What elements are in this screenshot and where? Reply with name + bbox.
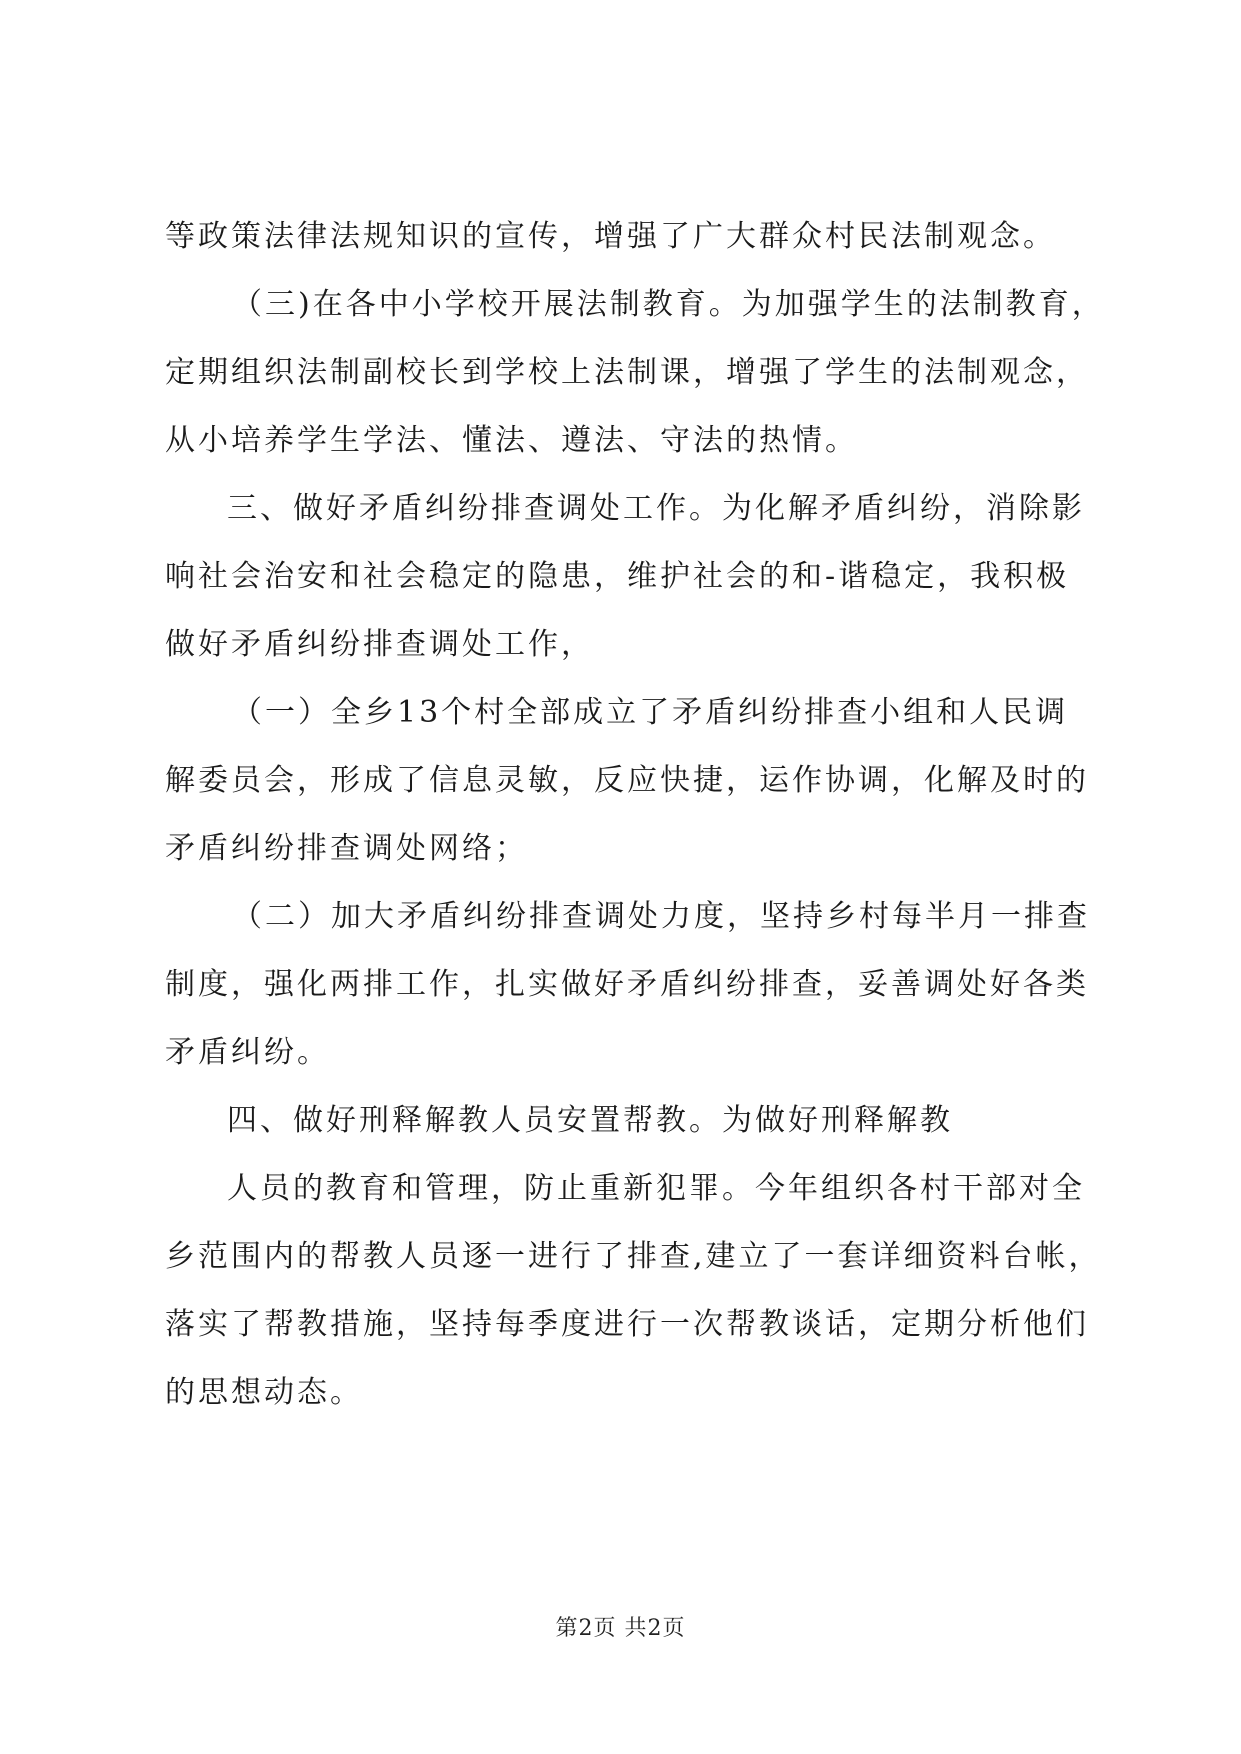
text-line: 矛盾纠纷。 bbox=[165, 1035, 330, 1070]
text-line: 定期组织法制副校长到学校上法制课，增强了学生的法制观念， bbox=[165, 355, 1089, 390]
text-line: （一）全乡13个村全部成立了矛盾纠纷排查小组和人民调 bbox=[232, 695, 1069, 730]
text-line: 做好矛盾纠纷排查调处工作， bbox=[165, 627, 594, 662]
text-line: 落实了帮教措施，坚持每季度进行一次帮教谈话，定期分析他们 bbox=[165, 1307, 1089, 1342]
text-line: 的思想动态。 bbox=[165, 1375, 363, 1410]
text-line: 矛盾纠纷排查调处网络； bbox=[165, 831, 528, 866]
text-line: 等政策法律法规知识的宣传，增强了广大群众村民法制观念。 bbox=[165, 219, 1056, 254]
document-body bbox=[165, 203, 1105, 1427]
text-line: 乡范围内的帮教人员逐一进行了排查,建立了一套详细资料台帐， bbox=[165, 1239, 1102, 1274]
text-line: （二）加大矛盾纠纷排查调处力度，坚持乡村每半月一排查 bbox=[232, 899, 1090, 934]
page-number: 第2页 共2页 bbox=[555, 1616, 686, 1641]
text-line: 三、做好矛盾纠纷排查调处工作。为化解矛盾纠纷，消除影 bbox=[227, 491, 1085, 526]
text-line: 四、做好刑释解教人员安置帮教。为做好刑释解教 bbox=[227, 1103, 953, 1138]
text-line: 响社会治安和社会稳定的隐患，维护社会的和-谐稳定，我积极 bbox=[165, 559, 1070, 594]
text-line: 解委员会，形成了信息灵敏，反应快捷，运作协调，化解及时的 bbox=[165, 763, 1089, 798]
text-line: 制度，强化两排工作，扎实做好矛盾纠纷排查，妥善调处好各类 bbox=[165, 967, 1089, 1002]
text-line: 人员的教育和管理，防止重新犯罪。今年组织各村干部对全 bbox=[227, 1171, 1085, 1206]
text-line: 从小培养学生学法、懂法、遵法、守法的热情。 bbox=[165, 423, 858, 458]
text-line: （三)在各中小学校开展法制教育。为加强学生的法制教育， bbox=[232, 287, 1105, 322]
